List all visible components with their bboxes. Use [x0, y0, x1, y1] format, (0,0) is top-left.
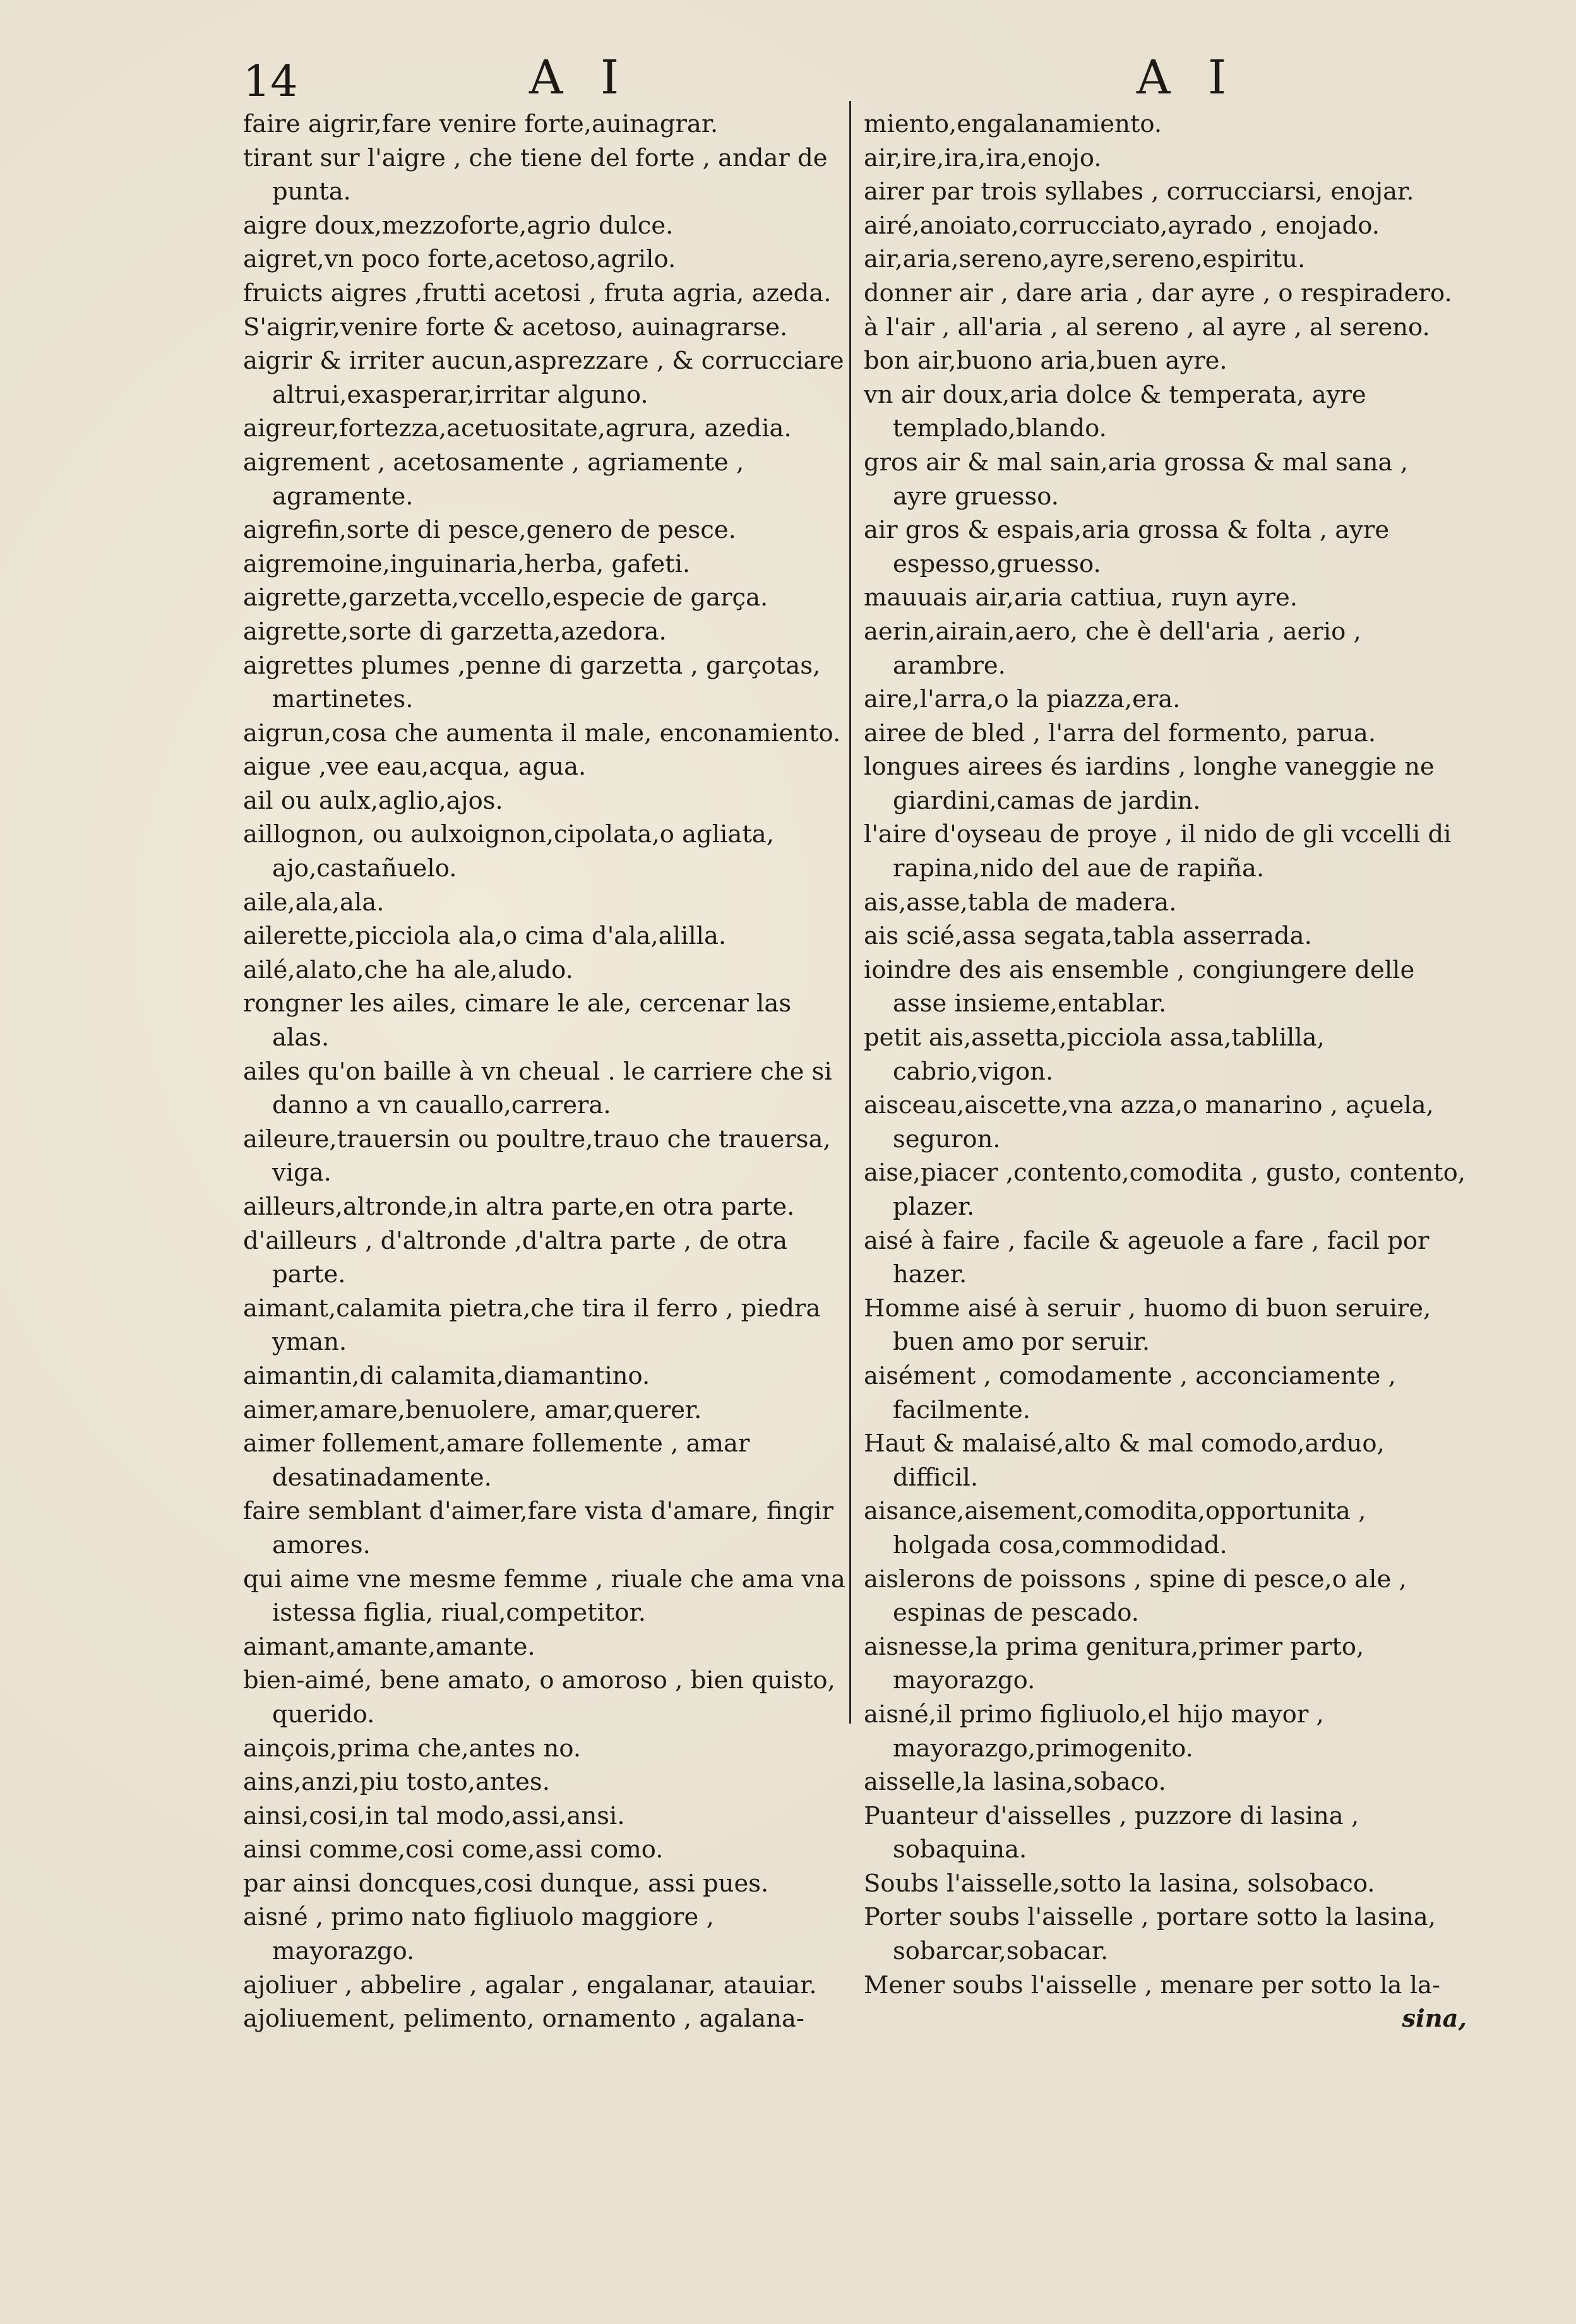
dictionary-entry: aisné,il primo figliuolo,el hijo mayor , mayorazgo,primogenito. — [864, 1700, 1324, 1763]
dictionary-entry: ioindre des ais ensemble , congiungere delle asse insieme,entablar. — [864, 955, 1415, 1018]
dictionary-entry: à l'air , all'aria , al sereno , al ayre , al sereno. — [864, 313, 1430, 342]
dictionary-entry: d'ailleurs , d'altronde ,d'altra parte , de otra parte. — [243, 1226, 788, 1289]
dictionary-entry: mauuais air,aria cattiua, ruyn ayre. — [864, 583, 1298, 612]
dictionary-entry: aigrefin,sorte di pesce,genero de pesce. — [243, 516, 736, 545]
dictionary-entry: bien-aimé, bene amato, o amoroso , bien quisto, querido. — [243, 1666, 835, 1729]
dictionary-entry: airé,anoiato,corrucciato,ayrado , enojado. — [864, 211, 1380, 240]
column-divider — [849, 101, 851, 1724]
dictionary-entry: ajoliuer , abbelire , agalar , engalanar, atauiar. — [243, 1970, 817, 1999]
dictionary-entry: gros air & mal sain,aria grossa & mal sana , ayre gruesso. — [864, 448, 1408, 511]
dictionary-entry: ailleurs,altronde,in altra parte,en otra parte. — [243, 1193, 795, 1221]
dictionary-entry: ainçois,prima che,antes no. — [243, 1734, 582, 1763]
dictionary-entry: ailé,alato,che ha ale,aludo. — [243, 955, 573, 984]
dictionary-entry: faire aigrir,fare venire forte,auinagrar. — [243, 110, 719, 138]
dictionary-entry: par ainsi doncques,cosi dunque, assi pues. — [243, 1869, 769, 1898]
dictionary-entry: aerin,airain,aero, che è dell'aria , aerio , arambre. — [864, 617, 1361, 680]
dictionary-entry: aillognon, ou aulxoignon,cipolata,o agliata, ajo,castañuelo. — [243, 820, 774, 883]
dictionary-entry: air,aria,sereno,ayre,sereno,espiritu. — [864, 245, 1306, 274]
dictionary-entry: ailes qu'on baille à vn cheual . le carriere che si danno a vn cauallo,carrera. — [243, 1057, 832, 1120]
dictionary-entry: longues airees és iardins , longhe vaneggie ne giardini,camas de jardin. — [864, 753, 1435, 815]
dictionary-entry: faire semblant d'aimer,fare vista d'amare, fingir amores. — [243, 1497, 833, 1559]
dictionary-entry: fruicts aigres ,frutti acetosi , fruta agria, azeda. — [243, 278, 832, 307]
dictionary-entry: Soubs l'aisselle,sotto la lasina, solsobaco. — [864, 1869, 1375, 1898]
dictionary-entry: aigrement , acetosamente , agriamente , agramente. — [243, 448, 744, 511]
dictionary-entry: airee de bled , l'arra del formento, parua. — [864, 718, 1376, 748]
dictionary-entry: aigrir & irriter aucun,asprezzare , & corrucciare altrui,exasperar,irritar alguno. — [243, 347, 844, 409]
dictionary-entry: ains,anzi,piu tosto,antes. — [243, 1768, 550, 1797]
dictionary-entry: airer par trois syllabes , corrucciarsi, enojar. — [864, 177, 1414, 206]
dictionary-entry: Mener soubs l'aisselle , menare per sotto la la- — [864, 1970, 1441, 1999]
dictionary-entry: aigrette,sorte di garzetta,azedora. — [243, 617, 667, 646]
dictionary-entry: aisément , comodamente , acconciamente , facilmente. — [864, 1361, 1396, 1424]
dictionary-entry: aisselle,la lasina,sobaco. — [864, 1768, 1166, 1797]
dictionary-entry: miento,engalanamiento. — [864, 110, 1162, 138]
dictionary-entry: air gros & espais,aria grossa & folta , ayre espesso,gruesso. — [864, 516, 1390, 578]
dictionary-entry: aigreur,fortezza,acetuositate,agrura, azedia. — [243, 414, 792, 443]
dictionary-entry: aisceau,aiscette,vna azza,o manarino , açuela, seguron. — [864, 1091, 1434, 1153]
dictionary-entry: Homme aisé à seruir , huomo di buon seruire, buen amo por seruir. — [864, 1294, 1431, 1357]
dictionary-entry: aigret,vn poco forte,acetoso,agrilo. — [243, 245, 676, 274]
dictionary-entry: aire,l'arra,o la piazza,era. — [864, 685, 1181, 714]
dictionary-entry: Puanteur d'aisselles , puzzore di lasina , sobaquina. — [864, 1801, 1359, 1864]
dictionary-entry: vn air doux,aria dolce & temperata, ayre templado,blando. — [864, 380, 1366, 443]
dictionary-entry: tirant sur l'aigre , che tiene del forte , andar de punta. — [243, 143, 828, 206]
running-head-left: A I — [529, 51, 631, 105]
dictionary-entry: donner air , dare aria , dar ayre , o respiradero. — [864, 278, 1452, 307]
dictionary-entry: ais,asse,tabla de madera. — [864, 888, 1177, 917]
dictionary-entry: bon air,buono aria,buen ayre. — [864, 347, 1227, 376]
dictionary-entry: aimant,amante,amante. — [243, 1632, 535, 1661]
dictionary-entry: petit ais,assetta,picciola assa,tablilla, cabrio,vigon. — [864, 1023, 1325, 1086]
dictionary-entry: ainsi,cosi,in tal modo,assi,ansi. — [243, 1801, 625, 1830]
dictionary-entry: aigre doux,mezzoforte,agrio dulce. — [243, 211, 674, 240]
dictionary-entry: aigrun,cosa che aumenta il male, enconamiento. — [243, 718, 841, 748]
dictionary-entry: aimer follement,amare follemente , amar desatinadamente. — [243, 1429, 750, 1492]
dictionary-entry: ailerette,picciola ala,o cima d'ala,alilla. — [243, 922, 727, 951]
dictionary-entry: aislerons de poissons , spine di pesce,o ale , espinas de pescado. — [864, 1564, 1407, 1628]
dictionary-entry: aise,piacer ,contento,comodita , gusto, contento, plazer. — [864, 1159, 1466, 1221]
dictionary-entry: Porter soubs l'aisselle , portare sotto la lasina, sobarcar,sobacar. — [864, 1903, 1436, 1966]
left-column — [243, 107, 846, 2036]
dictionary-entry: l'aire d'oyseau de proye , il nido de gli vccelli di rapina,nido del aue de rapiña. — [864, 820, 1452, 883]
dictionary-entry: aigrettes plumes ,penne di garzetta , garçotas, martinetes. — [243, 651, 821, 714]
dictionary-entry: aile,ala,ala. — [243, 888, 385, 917]
dictionary-entry: aimant,calamita pietra,che tira il ferro , piedra yman. — [243, 1294, 821, 1357]
dictionary-entry: aigue ,vee eau,acqua, agua. — [243, 753, 587, 782]
continuation-word: sina, — [1402, 2005, 1467, 2034]
running-head-right: A I — [1137, 51, 1238, 105]
dictionary-entry: ais scié,assa segata,tabla asserrada. — [864, 922, 1312, 951]
dictionary-entry: rongner les ailes, cimare le ale, cercenar las alas. — [243, 989, 792, 1052]
dictionary-entry: aigremoine,inguinaria,herba, gafeti. — [243, 549, 691, 578]
dictionary-entry: S'aigrir,venire forte & acetoso, auinagrarse. — [243, 313, 788, 342]
dictionary-entry: aisné , primo nato figliuolo maggiore , mayorazgo. — [243, 1903, 714, 1966]
dictionary-entry: aisnesse,la prima genitura,primer parto, mayorazgo. — [864, 1632, 1364, 1695]
dictionary-entry: aigrette,garzetta,vccello,especie de garça. — [243, 583, 768, 612]
dictionary-entry: ainsi comme,cosi come,assi como. — [243, 1835, 664, 1864]
dictionary-entry: aimantin,di calamita,diamantino. — [243, 1361, 650, 1390]
dictionary-entry: Haut & malaisé,alto & mal comodo,arduo, difficil. — [864, 1429, 1385, 1492]
dictionary-entry: ajoliuement, pelimento, ornamento , agalana- — [243, 2005, 804, 2034]
dictionary-entry: qui aime vne mesme femme , riuale che ama vna istessa figlia, riual,competitor. — [243, 1564, 845, 1628]
dictionary-entry: aisance,aisement,comodita,opportunita , holgada cosa,commodidad. — [864, 1497, 1366, 1559]
page-number: 14 — [243, 57, 298, 107]
dictionary-entry: aileure,trauersin ou poultre,trauo che trauersa, viga. — [243, 1124, 831, 1188]
right-column — [864, 107, 1467, 2036]
dictionary-entry: aisé à faire , facile & ageuole a fare , facil por hazer. — [864, 1226, 1430, 1289]
dictionary-entry: aimer,amare,benuolere, amar,querer. — [243, 1395, 702, 1424]
dictionary-entry: ail ou aulx,aglio,ajos. — [243, 786, 503, 815]
dictionary-entry: air,ire,ira,ira,enojo. — [864, 143, 1102, 172]
